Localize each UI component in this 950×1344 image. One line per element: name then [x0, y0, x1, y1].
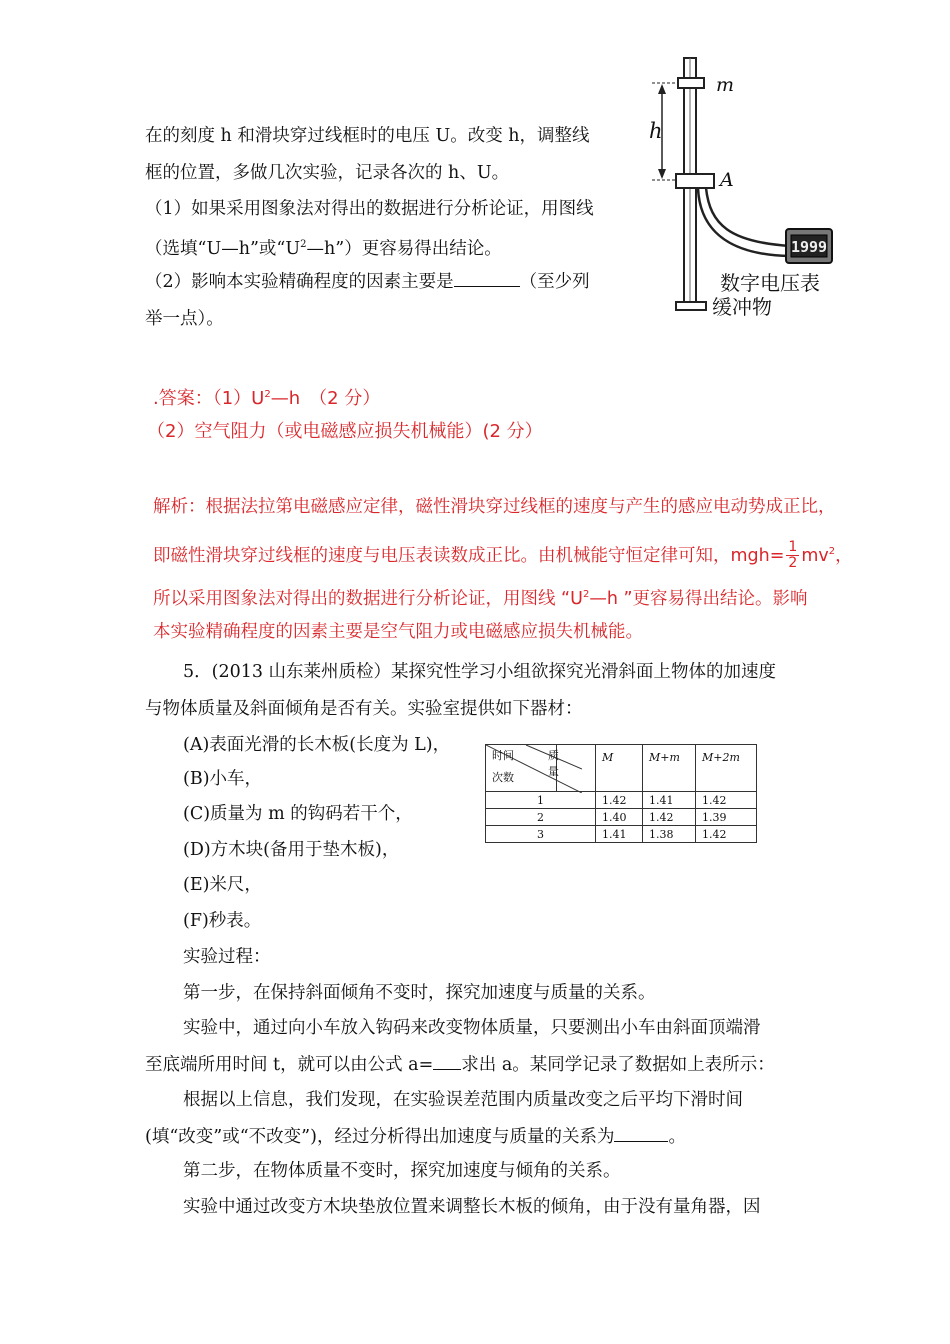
analysis-line-3	[153, 584, 808, 610]
superscript-2: 2	[582, 589, 590, 600]
paragraph-3-line-1: 实验中通过改变方木块垫放位置来调整长木板的倾角，由于没有量角器，因	[183, 1197, 761, 1217]
analysis-text-a: 即磁性滑块穿过线框的速度与电压表读数成正比。由机械能守恒定律可知，mgh=	[153, 545, 785, 566]
analysis-line-2: 即磁性滑块穿过线框的速度与电压表读数成正比。由机械能守恒定律可知，mgh= $\frac{1}{2}$ $mv^2$，	[153, 539, 853, 572]
step-1: 第一步，在保持斜面倾角不变时，探究加速度与质量的关系。	[183, 983, 656, 1003]
equipment-item-b: (B)小车，	[183, 769, 263, 789]
answer-text-b: —h （2 分）	[270, 388, 381, 409]
question-2-text-a: （2）影响本实验精确程度的因素主要是	[145, 272, 454, 292]
equipment-item-e: (E)米尺，	[183, 875, 262, 895]
paragraph-2-line-2	[145, 1125, 686, 1148]
voltmeter-reading: 1999	[790, 238, 828, 256]
label-a: A	[720, 169, 734, 191]
slider-m	[678, 78, 704, 88]
intro-line-2: 框的位置，多做几次实验，记录各次的 h、U。	[145, 163, 510, 183]
data-table	[485, 744, 757, 843]
table-cell: 1.42	[696, 792, 757, 809]
paragraph-2-line-1: 根据以上信息，我们发现，在实验误差范围内质量改变之后平均下滑时间	[183, 1090, 743, 1110]
analysis-line-4: 本实验精确程度的因素主要是空气阻力或电磁感应损失机械能。	[153, 622, 643, 642]
answer-text-a: .答案：（1）U	[153, 388, 265, 409]
paragraph-2-text-a: (填“改变”或“不改变”)，经过分析得出加速度与质量的关系为	[145, 1127, 615, 1147]
label-buffer: 缓冲物	[712, 295, 772, 319]
question-2-text-b: （至少列	[519, 272, 590, 292]
table-corner-cell	[486, 745, 557, 792]
answer-line-2: （2）空气阻力（或电磁感应损失机械能）(2 分）	[147, 421, 543, 442]
table-cell: 1.39	[696, 809, 757, 826]
analysis-line-1: 解析：根据法拉第电磁感应定律，磁性滑块穿过线框的速度与产生的感应电动势成正比，	[153, 497, 836, 517]
corner-label-time: 时间	[492, 749, 514, 762]
header-m: M	[596, 745, 643, 792]
table-cell: 1.42	[643, 809, 696, 826]
table-cell: 1.41	[596, 826, 643, 843]
paragraph-1-line-2	[145, 1053, 775, 1076]
answer-line-1	[153, 384, 380, 410]
equipment-item-a: (A)表面光滑的长木板(长度为 L)，	[183, 735, 451, 755]
fraction-one-half: $\frac{1}{2}$	[788, 539, 798, 572]
table-cell: 1.41	[643, 792, 696, 809]
q5-line-2: 与物体质量及斜面倾角是否有关。实验室提供如下器材：	[145, 699, 583, 719]
relation-blank[interactable]	[614, 1125, 668, 1142]
table-cell: 1.38	[643, 826, 696, 843]
process-heading: 实验过程：	[183, 947, 271, 967]
question-2-line-1	[145, 270, 590, 293]
equipment-item-c: (C)质量为 m 的钩码若干个，	[183, 804, 413, 824]
equipment-item-f: (F)秒表。	[183, 911, 262, 931]
coil-frame-a	[676, 174, 714, 188]
cable	[706, 188, 790, 246]
corner-label-trial: 次数	[492, 771, 514, 784]
answer-blank[interactable]	[454, 270, 520, 287]
superscript-2: 2	[300, 239, 307, 250]
equipment-item-d: (D)方木块(备用于垫木板)，	[183, 840, 400, 860]
corner-label-mass: 质量	[548, 749, 559, 778]
question-1-text-a: （选填“U—h”或“U	[145, 238, 301, 259]
question-1-line-1: （1）如果采用图象法对得出的数据进行分析论证，用图线	[145, 199, 594, 219]
superscript-2: 2	[828, 546, 836, 557]
apparatus-figure	[640, 50, 850, 325]
question-1-text-b: —h”）更容易得出结论。	[306, 238, 502, 259]
question-1-line-2	[145, 234, 502, 260]
table-cell: 1.40	[596, 809, 643, 826]
question-2-line-2: 举一点）。	[145, 309, 224, 329]
header-m-plus-m: M+m	[643, 745, 696, 792]
header-m-plus-2m: M+2m	[696, 745, 757, 792]
table-row	[486, 792, 757, 809]
table-row	[486, 826, 757, 843]
trial-number: 1	[486, 792, 596, 809]
paragraph-1-text-a: 至底端所用时间 t，就可以由公式 a=	[145, 1055, 434, 1075]
buffer-base	[676, 302, 706, 310]
label-m: m	[716, 74, 735, 96]
analysis-text-b: mv	[801, 545, 829, 566]
paragraph-2-text-b: 。	[668, 1127, 686, 1147]
table-cell: 1.42	[696, 826, 757, 843]
paragraph-1-line-1: 实验中，通过向小车放入钩码来改变物体质量，只要测出小车由斜面顶端滑	[183, 1018, 761, 1038]
step-2: 第二步，在物体质量不变时，探究加速度与倾角的关系。	[183, 1161, 621, 1181]
label-voltmeter: 数字电压表	[720, 271, 820, 295]
trial-number: 3	[486, 826, 596, 843]
superscript-2: 2	[264, 389, 271, 400]
paragraph-1-text-b: 求出 a。某同学记录了数据如上表所示：	[461, 1055, 775, 1075]
trial-number: 2	[486, 809, 596, 826]
analysis-text-c: 所以采用图象法对得出的数据进行分析论证，用图线 “U	[153, 588, 583, 609]
table-cell: 1.42	[596, 792, 643, 809]
formula-blank[interactable]	[433, 1053, 461, 1070]
table-row	[486, 809, 757, 826]
analysis-text-d: —h ”更容易得出结论。影响	[589, 588, 808, 609]
q5-line-1: 5．(2013 山东莱州质检）某探究性学习小组欲探究光滑斜面上物体的加速度	[183, 662, 777, 682]
intro-line-1: 在的刻度 h 和滑块穿过线框时的电压 U。改变 h，调整线	[145, 126, 590, 146]
label-h: h	[649, 119, 663, 143]
